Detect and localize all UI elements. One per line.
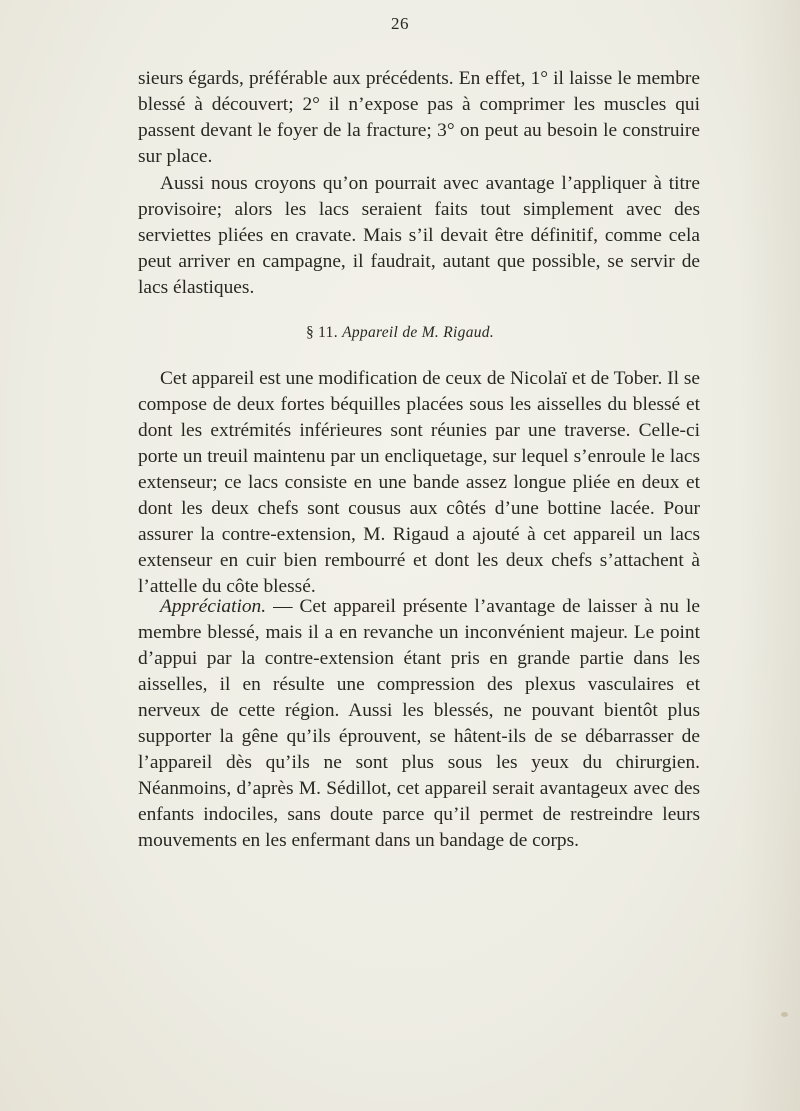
paragraph-4-body: — Cet appareil présente l’avantage de laisser à nu le membre blessé, mais il a en revanche un inconvénient majeur. Le point d’appui par la contre-extension étant pris en grande partie dans les aisselles, il en résulte une compression des plexus vasculaires et nerveux de cette région. Aussi les blessés, ne pouvant bientôt plus supporter la gêne qu’ils éprouvent, se hâtent-ils de se débarrasser de l’appareil dès qu’ils ne sont plus sous les yeux du chirurgien. Néanmoins, d’après M. Sédillot, cet appareil serait avantageux avec des enfants indociles, sans doute parce qu’il permet de restreindre leurs mouvements en les enfermant dans un bandage de corps.: [138, 596, 700, 851]
paper-stain: [781, 1012, 788, 1017]
section-number: § 11.: [305, 324, 338, 341]
paragraph-3: [138, 366, 700, 600]
paragraph-1: [138, 66, 700, 170]
paragraph-2-text: Aussi nous croyons qu’on pourrait avec avantage l’appliquer à titre provisoire; alors les lacs seraient faits tout simplement avec des serviettes pliées en cravate. Mais s’il devait être définitif, comme cela peut arriver en campagne, il faudrait, autant que possible, se servir de lacs élastiques.: [138, 173, 700, 298]
appreciation-lead: Appréciation.: [160, 596, 267, 617]
page-number: 26: [391, 14, 409, 33]
paragraph-4-text: [138, 594, 700, 854]
paragraph-2: [138, 171, 700, 301]
paragraph-3-text: Cet appareil est une modification de ceux de Nicolaï et de Tober. Il se compose de deux fortes béquilles placées sous les aisselles du blessé et dont les extrémités inférieures sont réunies par une traverse. Celle-ci porte un treuil maintenu par un encliquetage, sur lequel s’enroule le lacs extenseur; ce lacs consiste en une bande assez longue pliée en deux et dont les deux chefs sont cousus aux côtés d’une bottine lacée. Pour assurer la contre-extension, M. Rigaud a ajouté à cet appareil un lacs extenseur en cuir bien rembourré et dont les deux chefs s’attachent à l’attelle du côte blessé.: [138, 368, 700, 597]
section-title: Appareil de M. Rigaud.: [342, 324, 495, 341]
paragraph-1-text: sieurs égards, préférable aux précédents. En effet, 1° il laisse le membre blessé à découvert; 2° il n’expose pas à comprimer les muscles qui passent devant le foyer de la fracture; 3° on peut au besoin le construire sur place.: [138, 68, 700, 167]
section-heading: [0, 324, 800, 342]
paragraph-4: [138, 594, 700, 854]
